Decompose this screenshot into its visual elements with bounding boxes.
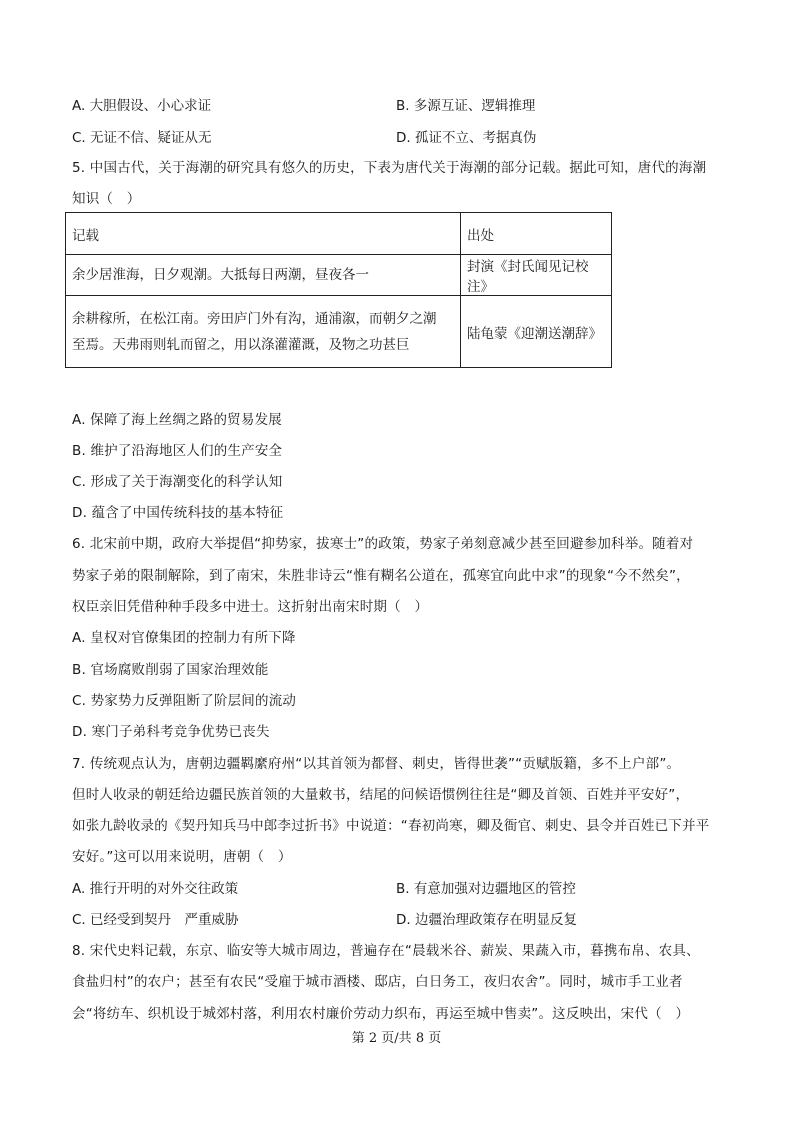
table-row (66, 255, 612, 296)
q6-option-d: D. 寒门子弟科考竞争优势已丧失 (72, 724, 270, 740)
table-cell-record (66, 296, 461, 368)
q7-stem-line-3: 如张九龄收录的《契丹知兵马中郎李过折书》中说道：“春初尚寒，卿及衙官、刺史、县令并百姓已下并平 (72, 818, 710, 834)
q5-option-d: D. 蕴含了中国传统科技的基本特征 (72, 505, 284, 521)
q5-records-table (65, 212, 612, 368)
table-row (66, 296, 612, 368)
q6-option-b: B. 官场腐败削弱了国家治理效能 (72, 662, 269, 678)
q4-option-b: B. 多源互证、逻辑推理 (396, 98, 536, 114)
page-number-footer: 第 2 页/共 8 页 (351, 1031, 442, 1046)
q5-option-b: B. 维护了沿海地区人们的生产安全 (72, 443, 283, 459)
q8-stem-line-2: 食盐归村”的农户；甚至有农民“受雇于城市酒楼、邸店，白日务工，夜归农舍”。同时，城市手工业者 (72, 974, 683, 990)
q4-option-a: A. 大胆假设、小心求证 (72, 98, 212, 114)
q8-stem-line-3: 会“将纺车、织机设于城郊村落，利用农村廉价劳动力织布，再运至城中售卖”。这反映出，宋代（ ） (72, 1006, 690, 1022)
q7-stem-line-4: 安好。”这可以用来说明，唐朝（ ） (72, 849, 292, 865)
q4-option-d: D. 孤证不立、考据真伪 (396, 130, 537, 146)
q4-options-row-2 (72, 128, 722, 148)
q4-option-c: C. 无证不信、疑证从无 (72, 130, 212, 146)
q8-stem-line-1: 8. 宋代史料记载，东京、临安等大城市周边，普遍存在“晨载米谷、薪炭、果蔬入市，暮携布帛、农具、 (72, 943, 700, 959)
record-text-line: 余少居淮海，日夕观潮。大抵每日两潮，昼夜各一 (72, 267, 369, 283)
q6-option-c: C. 势家势力反弹阻断了阶层间的流动 (72, 693, 297, 709)
record-text-line: 余耕稼所，在松江南。旁田庐门外有沟，通浦溆，而朝夕之潮 (72, 310, 437, 327)
q4-options-row-1 (72, 96, 722, 116)
table-header-record: 记载 (66, 213, 461, 255)
table-cell-record (66, 255, 461, 296)
q7-option-c: C. 已经受到契丹 严重威胁 (72, 912, 239, 928)
table-header-source: 出处 (461, 213, 612, 255)
record-text-line: 至焉。天弗雨则轧而留之，用以涤灌灌溉，及物之功甚巨 (72, 336, 410, 353)
q7-options-row-1 (72, 879, 722, 899)
q7-options-row-2 (72, 910, 722, 930)
q7-option-a: A. 推行开明的对外交往政策 (72, 881, 239, 897)
table-cell-source: 封演《封氏闻见记校注》 (461, 255, 612, 296)
q6-stem-line-3: 权臣亲旧凭借种种手段多中进士。这折射出南宋时期（ ） (72, 599, 429, 615)
q7-option-d: D. 边疆治理政策存在明显反复 (396, 912, 577, 928)
q5-stem-line-2: 知识（ ） (72, 191, 141, 207)
q7-stem-line-2: 但时人收录的朝廷给边疆民族首领的大量敕书，结尾的问候语惯例往往是“卿及首领、百姓并平安好”， (72, 787, 690, 803)
q6-stem-line-2: 势家子弟的限制解除，到了南宋，朱胜非诗云“惟有糊名公道在，孤寒宜向此中求”的现象“今不然矣”， (72, 568, 690, 584)
q7-stem-line-1: 7. 传统观点认为，唐朝边疆羁縻府州“以其首领为都督、刺史，皆得世袭”“贡赋版籍，多不上户部”。 (72, 756, 681, 772)
q6-option-a: A. 皇权对官僚集团的控制力有所下降 (72, 630, 296, 646)
q5-option-a: A. 保障了海上丝绸之路的贸易发展 (72, 412, 282, 428)
table-header-row (66, 213, 612, 255)
table-cell-source: 陆龟蒙《迎潮送潮辞》 (461, 296, 612, 368)
q6-stem-line-1: 6. 北宋前中期，政府大举提倡“抑势家，拔寒士”的政策，势家子弟刻意减少甚至回避参加科举。随着对 (72, 536, 694, 552)
q7-option-b: B. 有意加强对边疆地区的管控 (396, 881, 576, 897)
q5-stem-line-1: 5. 中国古代，关于海潮的研究具有悠久的历史，下表为唐代关于海潮的部分记载。据此可知，唐代的海潮 (72, 160, 707, 176)
q5-option-c: C. 形成了关于海潮变化的科学认知 (72, 474, 283, 490)
